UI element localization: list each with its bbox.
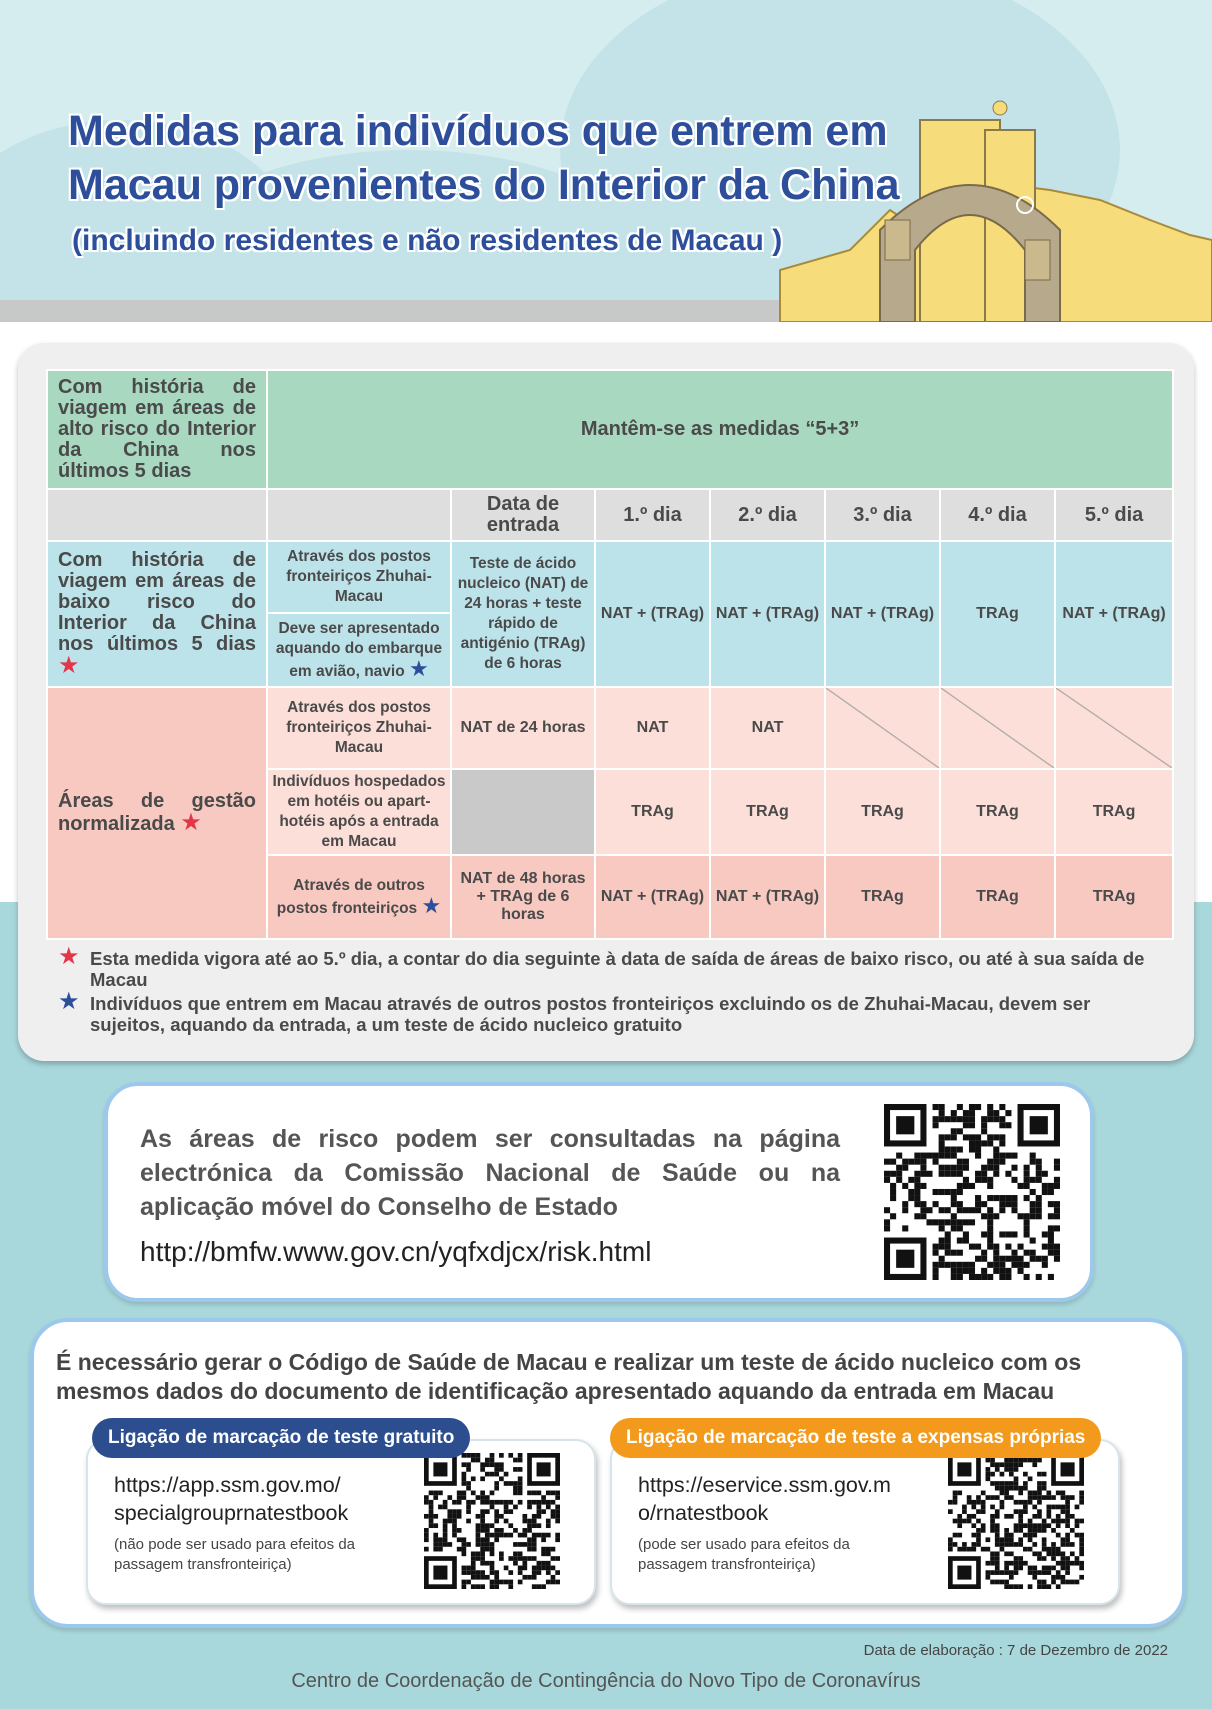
not-applicable-cell xyxy=(1055,687,1173,769)
empty-gray-cell xyxy=(451,769,595,855)
paid-test-label: Ligação de marcação de teste a expensas próprias xyxy=(610,1418,1101,1458)
blue-star-icon: ★ xyxy=(421,892,442,918)
header-day-4: 4.º dia xyxy=(940,489,1055,541)
header-day-2: 2.º dia xyxy=(710,489,825,541)
qr-code-icon[interactable] xyxy=(424,1453,560,1589)
normalized-2-day-2: TRAg xyxy=(710,769,825,855)
health-code-card xyxy=(30,1318,1186,1628)
qr-code-paid-test xyxy=(948,1453,1084,1589)
low-risk-day-4: TRAg xyxy=(940,541,1055,687)
page-title xyxy=(68,104,968,212)
header-day-3: 3.º dia xyxy=(825,489,940,541)
paid-test-note: (pode ser usado para efeitos da passagem transfronteiriça) xyxy=(638,1536,850,1573)
normalized-3-entry: NAT de 48 horas + TRAg de 6 horas xyxy=(451,855,595,939)
paid-test-url[interactable]: https://eservice.ssm.gov.m o/rnatestbook xyxy=(638,1473,891,1525)
header-empty xyxy=(47,489,267,541)
header-day-5: 5.º dia xyxy=(1055,489,1173,541)
normalized-3-day-2: NAT + (TRAg) xyxy=(710,855,825,939)
free-test-card xyxy=(86,1439,596,1605)
header-entry-date: Data de entrada xyxy=(451,489,595,541)
normalized-2-day-4: TRAg xyxy=(940,769,1055,855)
qr-code-icon[interactable] xyxy=(948,1453,1084,1589)
paid-test-card xyxy=(610,1439,1120,1605)
normalized-3-day-1: NAT + (TRAg) xyxy=(595,855,710,939)
high-risk-label: Com história de viagem em áreas de alto risco do Interior da China nos últimos 5 dias xyxy=(47,370,267,489)
normalized-3-day-5: TRAg xyxy=(1055,855,1173,939)
blue-star-icon: ★ xyxy=(409,655,429,681)
low-risk-route-2: Deve ser apresentado aquando do embarque em avião, navio ★ xyxy=(267,613,451,687)
not-applicable-cell xyxy=(940,687,1055,769)
note-blue: ★ Indivíduos que entrem em Macau através de outros postos fronteiriços excluindo os de Zhuhai-Macau, devem ser sujeitos, aquando da entrada, a um teste de ácido nucleico gratuito xyxy=(58,988,1091,1035)
risk-areas-url[interactable]: http://bmfw.www.gov.cn/yqfxdjcx/risk.html xyxy=(140,1236,652,1267)
free-test-note: (não pode ser usado para efeitos da passagem transfronteiriça) xyxy=(114,1536,356,1573)
blue-star-icon: ★ xyxy=(58,988,80,1015)
table-notes xyxy=(54,943,1164,1038)
normalized-2-day-1: TRAg xyxy=(595,769,710,855)
low-risk-day-3: NAT + (TRAg) xyxy=(825,541,940,687)
low-risk-route-1: Através dos postos fronteiriços Zhuhai-Macau xyxy=(267,541,451,613)
red-star-icon: ★ xyxy=(58,943,80,970)
footer-organization: Centro de Coordenação de Contingência do Novo Tipo de Coronavírus xyxy=(291,1670,921,1692)
not-applicable-cell xyxy=(825,687,940,769)
low-risk-day-2: NAT + (TRAg) xyxy=(710,541,825,687)
normalized-label: Áreas de gestão normalizada ★ xyxy=(47,687,267,939)
normalized-route-3: Através de outros postos fronteiriços ★ xyxy=(267,855,451,939)
normalized-1-day-2: NAT xyxy=(710,687,825,769)
note-red: ★ Esta medida vigora até ao 5.º dia, a contar do dia seguinte à data de saída de áreas de baixo risco, ou até à sua saída de Macau xyxy=(58,943,1145,990)
normalized-1-entry: NAT de 24 horas xyxy=(451,687,595,769)
red-star-icon: ★ xyxy=(58,652,80,679)
qr-code-free-test xyxy=(424,1453,560,1589)
risk-areas-card xyxy=(104,1082,1094,1302)
normalized-2-day-5: TRAg xyxy=(1055,769,1173,855)
creation-date: Data de elaboração : 7 de Dezembro de 2022 xyxy=(863,1642,1168,1659)
high-risk-measure: Mantêm-se as medidas “5+3” xyxy=(267,370,1173,489)
low-risk-entry: Teste de ácido nucleico (NAT) de 24 horas + teste rápido de antigénio (TRAg) de 6 horas xyxy=(451,541,595,687)
measures-table xyxy=(46,369,1174,940)
title-line-1: Medidas para indivíduos que entrem em xyxy=(68,107,888,155)
health-code-text: É necessário gerar o Código de Saúde de Macau e realizar um teste de ácido nucleico com os mesmos dados do documento de identificação apresentado aquando da entrada em Macau xyxy=(56,1349,1082,1404)
risk-areas-text: As áreas de risco podem ser consultadas na página electrónica da Comissão Nacional de Saúde ou na aplicação móvel do Conselho de Estado xyxy=(140,1125,840,1221)
low-risk-label: Com história de viagem em áreas de baixo risco do Interior da China nos últimos 5 dias ★ xyxy=(47,541,267,687)
normalized-1-day-1: NAT xyxy=(595,687,710,769)
header-empty xyxy=(267,489,451,541)
normalized-route-2: Indivíduos hospedados em hotéis ou apart-hotéis após a entrada em Macau xyxy=(267,769,451,855)
red-star-icon: ★ xyxy=(180,809,202,836)
qr-code-icon[interactable] xyxy=(884,1104,1060,1280)
free-test-label: Ligação de marcação de teste gratuito xyxy=(92,1418,470,1458)
header-day-1: 1.º dia xyxy=(595,489,710,541)
normalized-3-day-3: TRAg xyxy=(825,855,940,939)
low-risk-day-1: NAT + (TRAg) xyxy=(595,541,710,687)
normalized-3-day-4: TRAg xyxy=(940,855,1055,939)
title-line-2: Macau provenientes do Interior da China xyxy=(68,161,900,209)
normalized-2-day-3: TRAg xyxy=(825,769,940,855)
free-test-url[interactable]: https://app.ssm.gov.mo/ specialgrouprnatestbook xyxy=(114,1473,349,1525)
normalized-route-1: Através dos postos fronteiriços Zhuhai-Macau xyxy=(267,687,451,769)
low-risk-day-5: NAT + (TRAg) xyxy=(1055,541,1173,687)
qr-code-risk xyxy=(884,1104,1060,1280)
page-subtitle: (incluindo residentes e não residentes de Macau ) xyxy=(72,224,783,257)
